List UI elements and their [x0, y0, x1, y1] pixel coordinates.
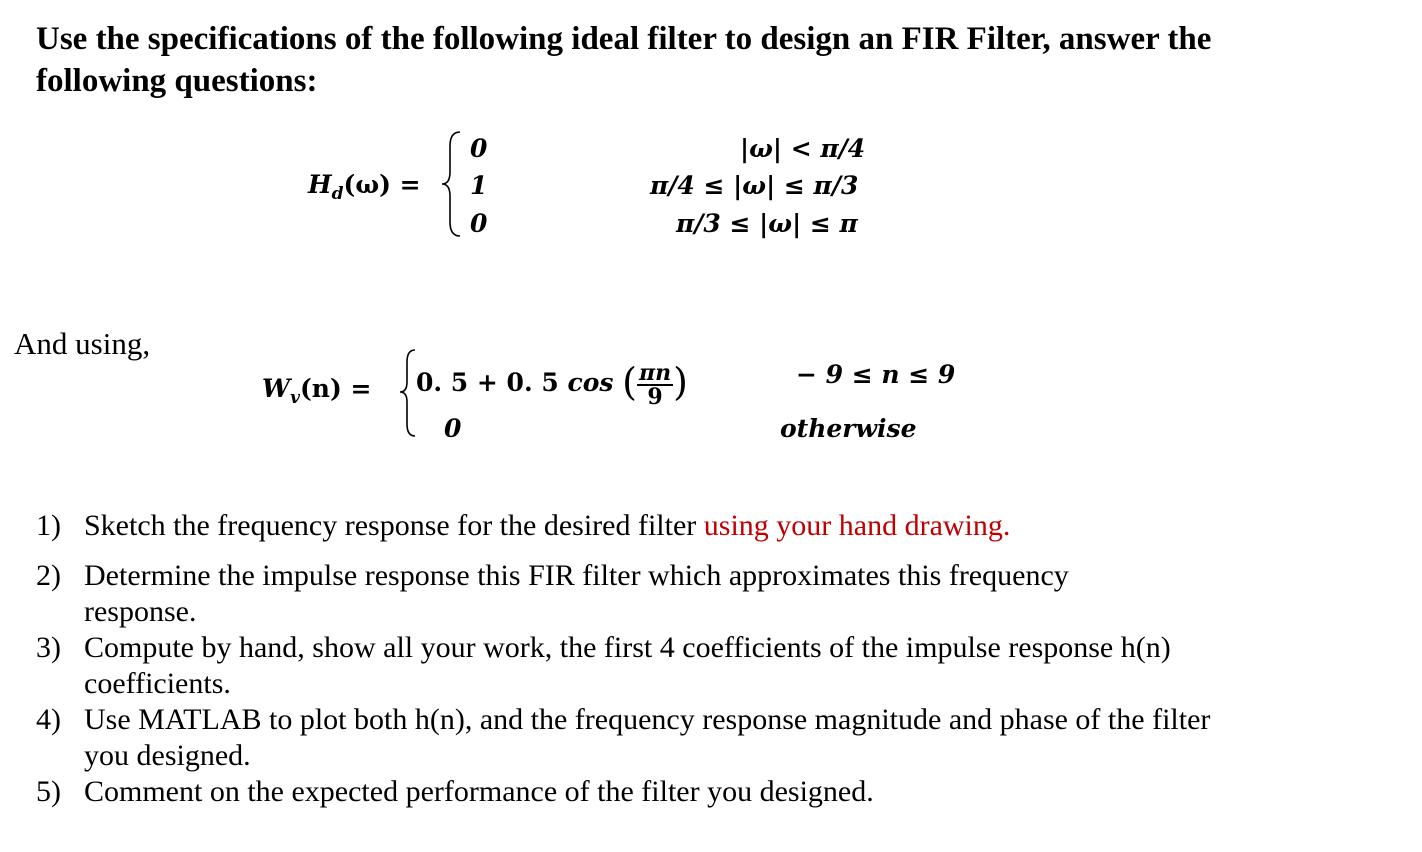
heading-line-1: Use the specifications of the following ideal filter to design an FIR Filter, answer the	[36, 21, 1212, 57]
question-4-text: Use MATLAB to plot both h(n), and the frequency response magnitude and phase of the filter you designed.	[84, 703, 1211, 772]
wv-fraction-numerator: πn	[639, 359, 672, 386]
hd-case-condition-1: |ω| < π/4	[740, 134, 866, 163]
wv-brace	[398, 346, 418, 442]
wv-lhs	[262, 374, 371, 408]
question-1-text: Sketch the frequency response for the desired filter	[84, 509, 704, 542]
wv-case-1-prefix: 0. 5 + 0. 5	[416, 368, 559, 397]
question-2	[36, 558, 1284, 630]
and-using-label: And using,	[14, 326, 151, 361]
question-5	[36, 774, 1284, 810]
question-4-number: 4)	[36, 703, 61, 736]
hd-case-value-1: 0	[470, 134, 488, 163]
question-1-highlight: using your hand drawing.	[703, 509, 1011, 542]
wv-left-paren: (	[622, 360, 637, 404]
question-5-number: 5)	[36, 775, 61, 808]
wv-fraction-denominator: 9	[647, 383, 663, 410]
wv-subscript: v	[290, 388, 300, 408]
question-2-number: 2)	[36, 559, 61, 592]
hd-brace	[440, 128, 464, 240]
hd-subscript: d	[331, 184, 344, 204]
question-3	[36, 630, 1284, 702]
hd-argument: (ω) =	[343, 170, 421, 199]
wv-right-paren: )	[673, 360, 688, 404]
wv-case-2-condition: otherwise	[780, 414, 917, 443]
heading	[36, 18, 1211, 102]
wv-case-2-value: 0	[444, 414, 462, 443]
hd-case-condition-3: π/3 ≤ |ω| ≤ π	[676, 209, 858, 238]
wv-case-1-condition: − 9 ≤ n ≤ 9	[796, 360, 956, 389]
question-3-text: Compute by hand, show all your work, the first 4 coefficients of the impulse response h(n) coefficients.	[84, 631, 1171, 700]
hd-lhs	[308, 170, 421, 204]
hd-case-value-2: 1	[470, 171, 488, 200]
question-3-number: 3)	[36, 631, 61, 664]
wv-argument: (n) =	[299, 374, 372, 403]
hd-case-value-3: 0	[470, 209, 488, 238]
wv-fraction	[637, 359, 673, 410]
question-5-text: Comment on the expected performance of the filter you designed.	[84, 775, 874, 808]
wv-case-1-cos: cos	[567, 368, 614, 397]
wv-case-1-expression	[416, 360, 688, 408]
hd-case-condition-2: π/4 ≤ |ω| ≤ π/3	[650, 171, 859, 200]
wv-symbol: W	[262, 374, 291, 403]
hd-symbol: H	[308, 170, 332, 199]
heading-line-2: following questions:	[36, 63, 318, 99]
questions-list	[36, 508, 1284, 810]
question-2-text: Determine the impulse response this FIR filter which approximates this frequency response.	[84, 559, 1069, 628]
question-1-number: 1)	[36, 509, 61, 542]
question-4	[36, 702, 1284, 774]
question-1	[36, 508, 1284, 544]
